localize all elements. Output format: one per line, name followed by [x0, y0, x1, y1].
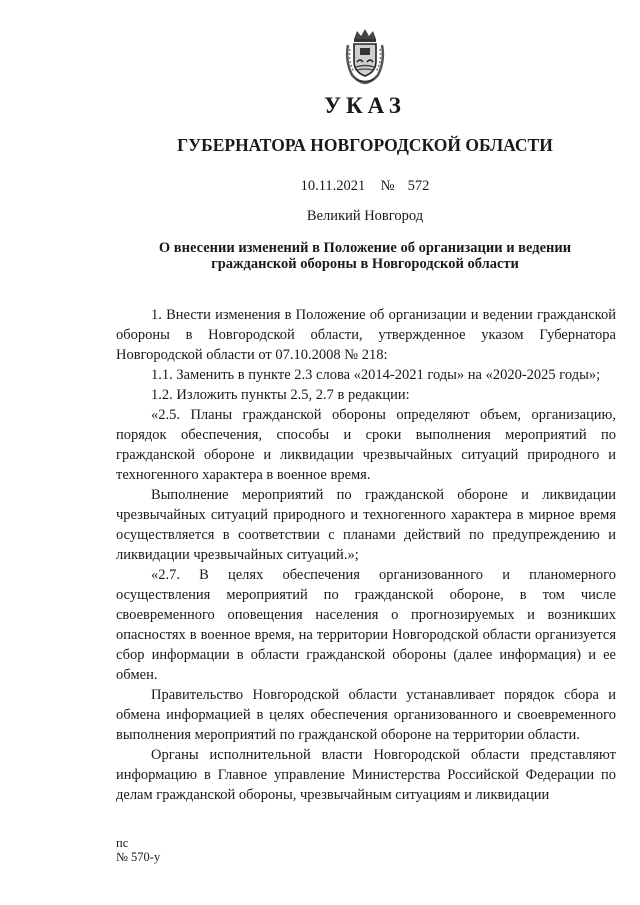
footer-initials: пс [116, 836, 129, 850]
date-and-number [0, 178, 640, 195]
paragraph: Органы исполнительной власти Новгородской области представляют информацию в Главное управление Министерства Российской Федерации по делам гражданской обороны, чрезвычайным ситуациям и ликвидации [116, 747, 616, 803]
paragraph: Выполнение мероприятий по гражданской обороне и ликвидации чрезвычайных ситуаций природного и техногенного характера в мирное время осуществляется в соответствии с планами действий по предупреждению и ликвидации чрезвычайных ситуаций.»; [116, 487, 616, 563]
paragraph: 1.2. Изложить пункты 2.5, 2.7 в редакции: [151, 387, 410, 403]
coat-of-arms-emblem [342, 27, 388, 85]
document-subtitle: ГУБЕРНАТОРА НОВГОРОДСКОЙ ОБЛАСТИ [177, 135, 553, 155]
decree-heading [150, 240, 580, 272]
footer-note [116, 836, 160, 864]
paragraph: «2.7. В целях обеспечения организованного и планомерного осуществления мероприятий по гражданской обороне, в том числе своевременного оповещения населения о прогнозируемых и возникших опасностях в военное время, на территории Новгородской области организуется сбор информации в области гражданской обороны (далее информация) и ее обмен. [116, 567, 616, 683]
paragraph: «2.5. Планы гражданской обороны определяют объем, организацию, порядок обеспечения, способы и сроки выполнения мероприятий по гражданской обороне и ликвидации чрезвычайных ситуаций природного и техногенного характера в военное время. [116, 407, 616, 483]
document-body [116, 305, 616, 805]
paragraph: Правительство Новгородской области устанавливает порядок сбора и обмена информацией в целях обеспечения организованного и своевременного выполнения мероприятий по гражданской обороне на территории области. [116, 687, 616, 743]
document-title: УКАЗ [324, 93, 406, 118]
paragraph: 1. Внести изменения в Положение об организации и ведении гражданской обороны в Новгородской области, утвержденное указом Губернатора Новгородской области от 07.10.2008 № 218: [116, 307, 616, 363]
city-name: Великий Новгород [306, 208, 424, 224]
heading-line: О внесении изменений в Положение об организации и ведении [158, 240, 572, 256]
paragraph: 1.1. Заменить в пункте 2.3 слова «2014-2021 годы» на «2020-2025 годы»; [151, 367, 601, 383]
heading-line: гражданской обороны в Новгородской области [211, 256, 519, 272]
footer-doc-number: № 570-у [116, 850, 161, 864]
decree-date: 10.11.2021 [300, 178, 366, 194]
decree-number: 572 [407, 178, 430, 194]
number-sign: № [380, 178, 395, 194]
